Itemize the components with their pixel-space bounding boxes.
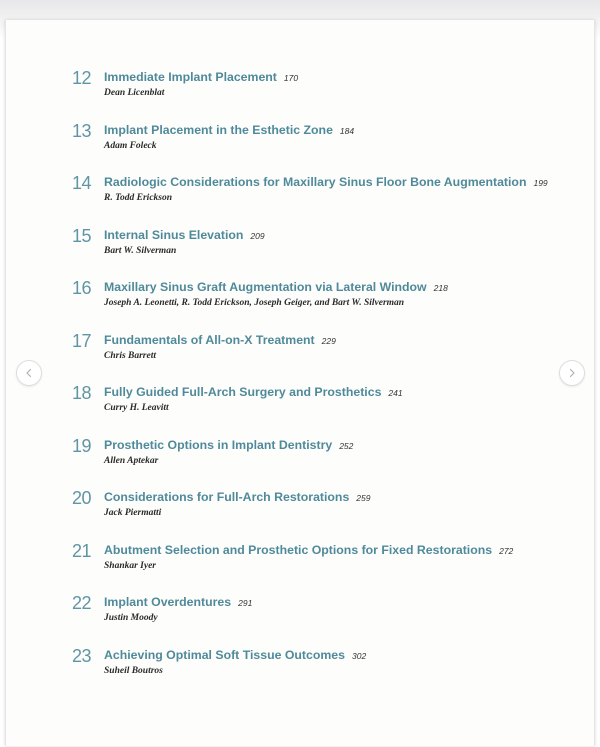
chapter-title[interactable]: Considerations for Full-Arch Restorations: [104, 490, 350, 504]
chapter-number: 15: [72, 225, 92, 246]
chapter-title[interactable]: Implant Overdentures: [104, 595, 232, 609]
next-page-button[interactable]: [559, 360, 585, 386]
chapter-title-line: [104, 332, 336, 349]
chapter-number: 14: [72, 173, 92, 193]
toc-entry[interactable]: [72, 278, 572, 331]
chapter-author: Joseph A. Leonetti, R. Todd Erickson, Joseph Geiger, and Bart W. Silverman: [104, 298, 405, 308]
chapter-page-number: 199: [533, 178, 548, 188]
chapter-page-number: 218: [433, 283, 448, 293]
chapter-page-number: 259: [356, 493, 371, 503]
chevron-left-icon: [24, 368, 34, 378]
chapter-author: Shankar Iyer: [104, 560, 156, 571]
toc-entry[interactable]: [72, 331, 572, 384]
chapter-title[interactable]: Achieving Optimal Soft Tissue Outcomes: [104, 647, 345, 662]
chapter-page-number: 241: [388, 388, 403, 398]
chapter-page-number: 170: [283, 73, 299, 83]
chapter-title[interactable]: Radiologic Considerations for Maxillary Sinus Floor Bone Augmentation: [104, 175, 527, 189]
chevron-right-icon: [567, 368, 577, 378]
table-of-contents: [72, 68, 572, 698]
chapter-author: Allen Aptekar: [104, 455, 159, 466]
chapter-author: Adam Foleck: [104, 140, 157, 151]
chapter-title-line: [104, 279, 448, 296]
chapter-author: Suheil Boutros: [104, 665, 163, 676]
toc-entry[interactable]: [72, 488, 572, 541]
chapter-title-line: [104, 647, 366, 664]
chapter-author: Justin Moody: [104, 613, 158, 623]
chapter-author: R. Todd Erickson: [104, 193, 173, 203]
chapter-title-line: [104, 384, 403, 401]
chapter-author: Dean Licenblat: [104, 88, 165, 98]
toc-entry[interactable]: [72, 68, 572, 121]
chapter-author: Chris Barrett: [104, 350, 157, 361]
chapter-title-line: [104, 594, 252, 611]
chapter-page-number: 252: [339, 440, 354, 451]
document-page: [5, 20, 595, 746]
chapter-number: 23: [72, 645, 92, 666]
chapter-author: Jack Piermatti: [104, 508, 162, 518]
chapter-title[interactable]: Fully Guided Full-Arch Surgery and Prosthetics: [104, 385, 382, 399]
chapter-title-line: [104, 69, 298, 86]
chapter-author: Bart W. Silverman: [104, 245, 177, 256]
chapter-author: Curry H. Leavitt: [104, 403, 169, 413]
chapter-number: 21: [72, 540, 92, 561]
chapter-title-line: [104, 174, 548, 191]
chapter-title[interactable]: Abutment Selection and Prosthetic Options for Fixed Restorations: [104, 542, 493, 557]
chapter-number: 12: [72, 68, 92, 88]
chapter-number: 19: [72, 435, 92, 456]
toc-entry[interactable]: [72, 593, 572, 646]
chapter-title[interactable]: Implant Placement in the Esthetic Zone: [104, 122, 333, 137]
chapter-title-line: [104, 227, 265, 244]
toc-entry[interactable]: [72, 383, 572, 436]
chapter-page-number: 184: [339, 125, 355, 136]
chapter-page-number: 229: [321, 335, 336, 346]
chapter-number: 20: [72, 488, 92, 508]
toc-entry[interactable]: [72, 226, 572, 279]
previous-page-button[interactable]: [16, 360, 42, 386]
chapter-title[interactable]: Internal Sinus Elevation: [104, 227, 244, 242]
chapter-page-number: 272: [499, 545, 514, 556]
chapter-title[interactable]: Maxillary Sinus Graft Augmentation via Lateral Window: [104, 280, 427, 294]
toc-entry[interactable]: [72, 436, 572, 489]
toc-entry[interactable]: [72, 173, 572, 226]
chapter-number: 22: [72, 593, 92, 613]
chapter-title-line: [104, 437, 353, 454]
chapter-title[interactable]: Prosthetic Options in Implant Dentistry: [104, 437, 333, 452]
chapter-title-line: [104, 542, 513, 559]
toc-entry[interactable]: [72, 646, 572, 699]
toc-entry[interactable]: [72, 121, 572, 174]
chapter-title-line: [104, 122, 354, 139]
chapter-page-number: 291: [238, 598, 253, 608]
chapter-number: 18: [72, 383, 92, 403]
chapter-page-number: 209: [250, 230, 265, 241]
chapter-title[interactable]: Immediate Implant Placement: [104, 70, 277, 84]
chapter-page-number: 302: [351, 650, 367, 661]
chapter-title[interactable]: Fundamentals of All-on-X Treatment: [104, 332, 315, 347]
chapter-title-line: [104, 489, 370, 506]
chapter-number: 17: [72, 330, 92, 351]
toc-entry[interactable]: [72, 541, 572, 594]
chapter-number: 13: [72, 120, 92, 141]
chapter-number: 16: [72, 278, 92, 298]
